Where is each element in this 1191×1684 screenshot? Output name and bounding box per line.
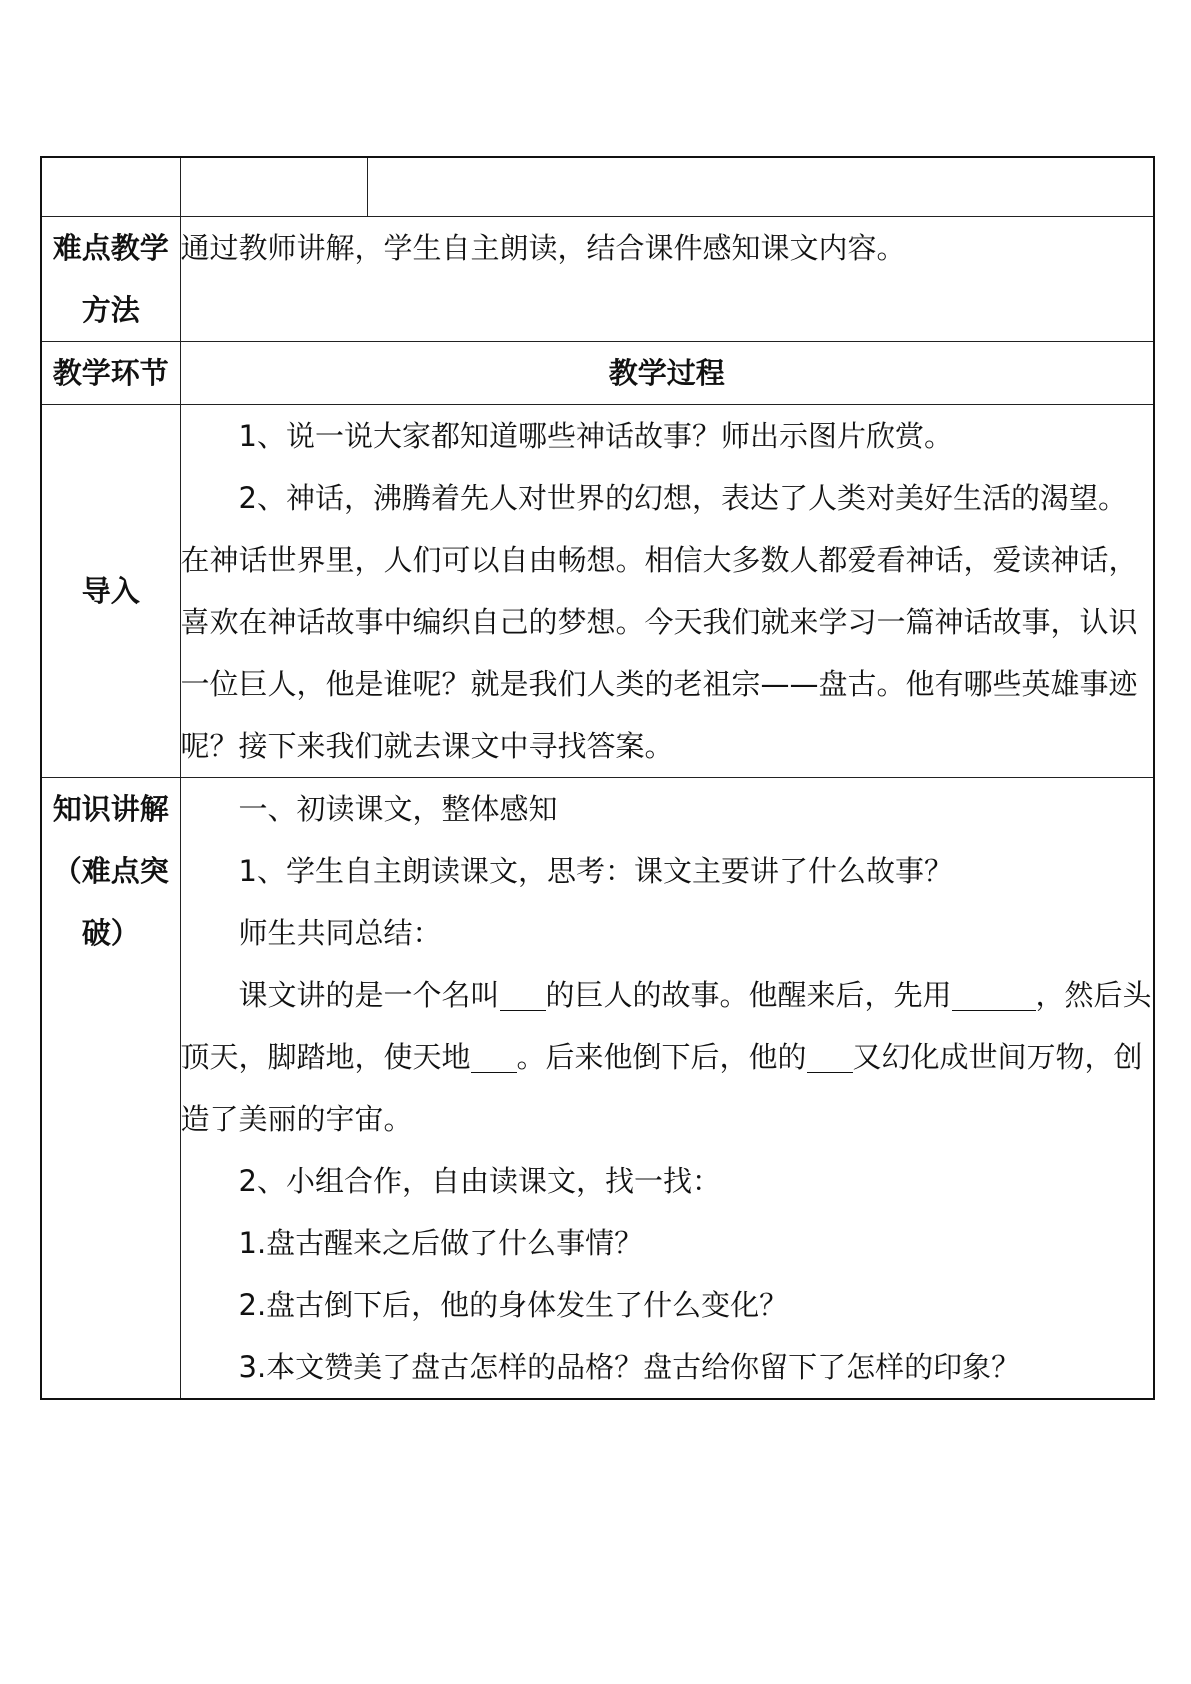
fill-text-b: 的巨人的故事。他醒来后，先用 [545, 977, 952, 1012]
fill-text-a: 课文讲的是一个名叫 [238, 977, 500, 1012]
intro-content [180, 404, 1154, 777]
method-text-cell [180, 216, 1154, 341]
section-header-row [41, 341, 1154, 404]
intro-row [41, 404, 1154, 777]
lesson-plan-table [40, 156, 1155, 1400]
fill-text-d: 。后来他倒下后，他的 [516, 1039, 807, 1074]
fill-blank-4 [807, 1040, 853, 1073]
knowledge-step-heading: 一、初读课文，整体感知 [238, 791, 558, 826]
intro-label: 导入 [41, 404, 180, 777]
section-header-label: 教学环节 [41, 341, 180, 404]
fill-text-e: 又幻化成世间万物，创造了美丽的宇宙。 [180, 1039, 1143, 1136]
knowledge-group-task: 2、小组合作，自由读课文，找一找： [238, 1163, 721, 1198]
intro-paragraph-1: 1、说一说大家都知道哪些神话故事？师出示图片欣赏。 [238, 418, 953, 453]
knowledge-row [41, 777, 1154, 1399]
top-empty-row [41, 157, 1154, 216]
empty-cell-middle [180, 157, 367, 216]
fill-blank-3 [471, 1040, 517, 1073]
fill-blank-2 [952, 978, 1036, 1011]
knowledge-question-1: 1、学生自主朗读课文，思考：课文主要讲了什么故事？ [238, 853, 953, 888]
knowledge-label: 知识讲解（难点突破） [41, 777, 180, 1399]
empty-cell-left [41, 157, 180, 216]
method-text: 通过教师讲解，学生自主朗读，结合课件感知课文内容。 [180, 230, 906, 265]
fill-in-paragraph [181, 964, 1154, 1150]
knowledge-content [180, 777, 1154, 1399]
knowledge-summary-intro: 师生共同总结： [238, 915, 442, 950]
fill-text-c: ，然后头顶天，脚踏地，使天地 [180, 977, 1152, 1074]
method-row [41, 216, 1154, 341]
knowledge-question-list-3: 3.本文赞美了盘古怎样的品格？盘古给你留下了怎样的印象？ [238, 1349, 1021, 1384]
empty-cell-right [367, 157, 1154, 216]
knowledge-question-list-2: 2.盘古倒下后，他的身体发生了什么变化？ [238, 1287, 789, 1322]
knowledge-question-list-1: 1.盘古醒来之后做了什么事情？ [238, 1225, 644, 1260]
method-label: 难点教学方法 [41, 216, 180, 341]
intro-paragraph-2: 2、神话，沸腾着先人对世界的幻想，表达了人类对美好生活的渴望。在神话世界里，人们可以自由畅想。相信大多数人都爱看神话，爱读神话，喜欢在神话故事中编织自己的梦想。今天我们就来学习一篇神话故事，认识一位巨人，他是谁呢？就是我们人类的老祖宗——盘古。他有哪些英雄事迹呢？接下来我们就去课文中寻找答案。 [180, 480, 1138, 763]
section-header-title: 教学过程 [180, 341, 1154, 404]
fill-blank-1 [500, 978, 546, 1011]
